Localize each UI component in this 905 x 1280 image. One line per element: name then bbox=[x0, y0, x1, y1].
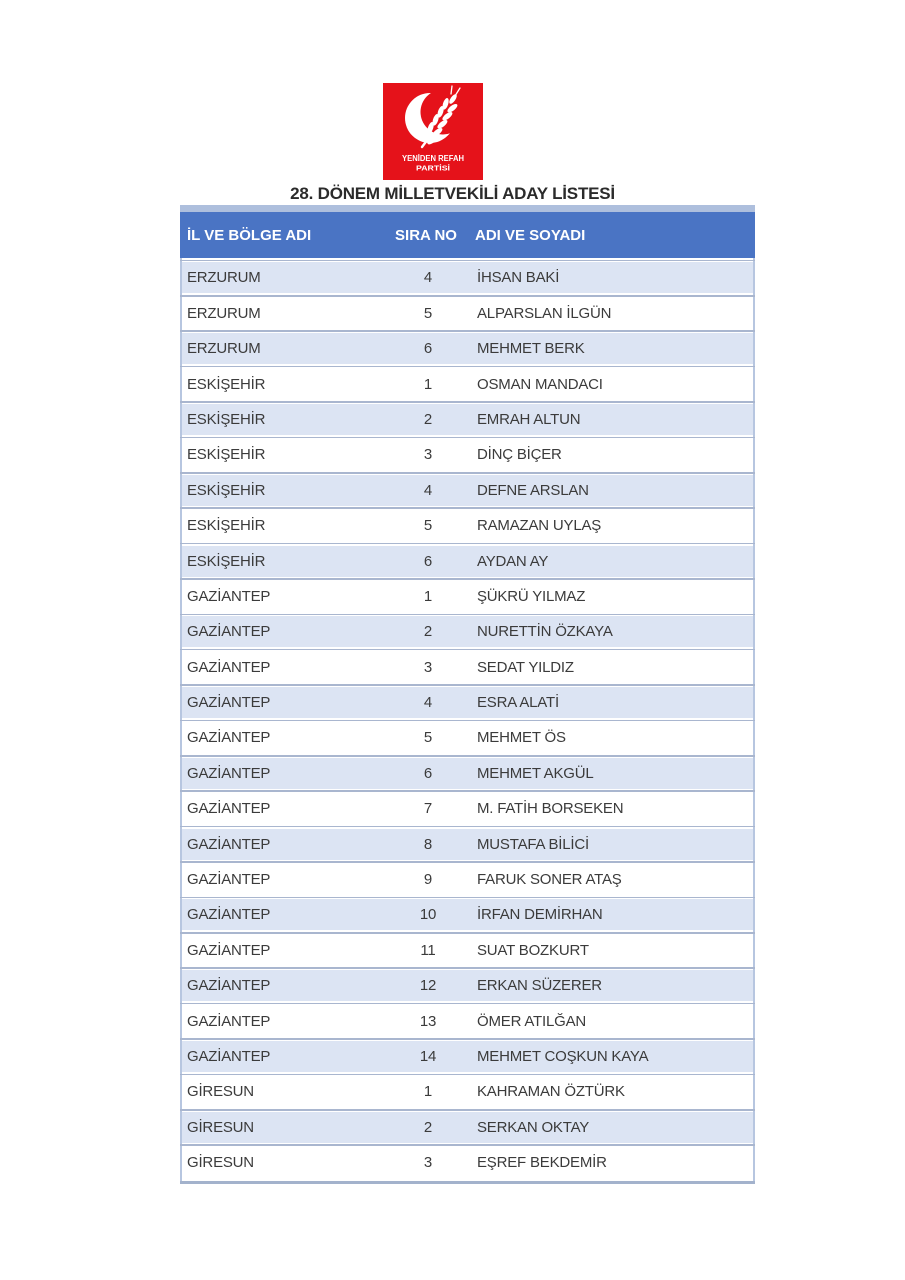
cell-name: ERKAN SÜZERER bbox=[477, 977, 602, 995]
cell-name: DEFNE ARSLAN bbox=[477, 481, 589, 499]
cell-sira-no: 5 bbox=[423, 517, 433, 535]
table-row bbox=[182, 546, 753, 577]
cell-name: ÖMER ATILĞAN bbox=[477, 1012, 587, 1030]
cell-sira-no: 2 bbox=[423, 410, 433, 428]
cell-name: İHSAN BAKİ bbox=[477, 269, 560, 287]
table-row bbox=[182, 581, 753, 612]
cell-sira-no: 6 bbox=[423, 552, 433, 570]
cell-province: GAZİANTEP bbox=[187, 729, 271, 747]
cell-province: GAZİANTEP bbox=[187, 906, 271, 924]
cell-name: MEHMET BERK bbox=[477, 340, 585, 358]
cell-province: ESKİŞEHİR bbox=[187, 517, 266, 535]
cell-sira-no: 3 bbox=[423, 658, 433, 676]
cell-province: ESKİŞEHİR bbox=[187, 375, 266, 393]
cell-province: GAZİANTEP bbox=[187, 1012, 271, 1030]
cell-sira-no: 1 bbox=[423, 375, 433, 393]
cell-sira-no: 1 bbox=[423, 1083, 433, 1101]
cell-sira-no: 4 bbox=[423, 694, 433, 712]
cell-province: GİRESUN bbox=[187, 1083, 254, 1101]
cell-province: ESKİŞEHİR bbox=[187, 481, 266, 499]
cell-name: KAHRAMAN ÖZTÜRK bbox=[477, 1083, 625, 1101]
cell-sira-no: 5 bbox=[423, 729, 433, 747]
table-row bbox=[182, 439, 753, 470]
cell-province: GAZİANTEP bbox=[187, 658, 271, 676]
cell-name: MEHMET COŞKUN KAYA bbox=[477, 1047, 649, 1065]
cell-sira-no: 9 bbox=[423, 871, 433, 889]
cell-sira-no: 13 bbox=[419, 1012, 437, 1030]
table-row bbox=[182, 510, 753, 541]
cell-province: GAZİANTEP bbox=[187, 871, 271, 889]
cell-name: MUSTAFA BİLİCİ bbox=[477, 835, 589, 853]
cell-province: GİRESUN bbox=[187, 1154, 254, 1172]
table-row bbox=[182, 864, 753, 895]
party-logo bbox=[383, 83, 483, 180]
table-body bbox=[182, 262, 753, 1178]
cell-name: ALPARSLAN İLGÜN bbox=[477, 304, 612, 322]
table-top-border bbox=[180, 205, 755, 212]
cell-name: SEDAT YILDIZ bbox=[477, 658, 574, 676]
cell-province: ESKİŞEHİR bbox=[187, 552, 266, 570]
cell-name: EMRAH ALTUN bbox=[477, 410, 581, 428]
candidate-table bbox=[180, 205, 755, 1184]
table-row bbox=[182, 652, 753, 683]
cell-sira-no: 10 bbox=[419, 906, 437, 924]
table-row bbox=[182, 333, 753, 364]
cell-sira-no: 5 bbox=[423, 304, 433, 322]
cell-sira-no: 2 bbox=[423, 1118, 433, 1136]
cell-sira-no: 7 bbox=[423, 800, 433, 818]
cell-province: GAZİANTEP bbox=[187, 1047, 271, 1065]
cell-name: İRFAN DEMİRHAN bbox=[477, 906, 603, 924]
cell-province: GAZİANTEP bbox=[187, 764, 271, 782]
cell-name: M. FATİH BORSEKEN bbox=[477, 800, 624, 818]
cell-name: ESRA ALATİ bbox=[477, 694, 559, 712]
column-header-sira-no: SIRA NO bbox=[395, 226, 457, 244]
cell-sira-no: 11 bbox=[420, 941, 436, 959]
table-row bbox=[182, 758, 753, 789]
cell-sira-no: 1 bbox=[423, 587, 433, 605]
party-name-line2: PARTİSİ bbox=[416, 163, 450, 173]
table-row bbox=[182, 899, 753, 930]
table-row bbox=[182, 1041, 753, 1072]
cell-sira-no: 2 bbox=[423, 623, 433, 641]
cell-province: ESKİŞEHİR bbox=[187, 410, 266, 428]
table-row bbox=[182, 793, 753, 824]
cell-name: AYDAN AY bbox=[477, 552, 549, 570]
cell-province: GAZİANTEP bbox=[187, 941, 271, 959]
cell-province: ERZURUM bbox=[187, 304, 261, 322]
party-name-line1: YENİDEN REFAH bbox=[402, 154, 465, 163]
cell-name: ŞÜKRÜ YILMAZ bbox=[477, 587, 586, 605]
table-bottom-border bbox=[180, 1181, 755, 1184]
cell-name: RAMAZAN UYLAŞ bbox=[477, 517, 602, 535]
table-header-row bbox=[180, 212, 755, 258]
cell-sira-no: 12 bbox=[419, 977, 437, 995]
cell-name: EŞREF BEKDEMİR bbox=[477, 1154, 607, 1172]
crescent-wheat-icon bbox=[383, 83, 483, 180]
table-row bbox=[182, 935, 753, 966]
table-row bbox=[182, 970, 753, 1001]
cell-name: MEHMET ÖS bbox=[477, 729, 566, 747]
table-row bbox=[182, 687, 753, 718]
table-row bbox=[182, 298, 753, 329]
cell-name: SERKAN OKTAY bbox=[477, 1118, 590, 1136]
cell-province: GAZİANTEP bbox=[187, 835, 271, 853]
table-row bbox=[182, 369, 753, 400]
table-row bbox=[182, 1006, 753, 1037]
cell-province: GAZİANTEP bbox=[187, 623, 271, 641]
column-header-name: ADI VE SOYADI bbox=[475, 226, 586, 244]
table-row bbox=[182, 829, 753, 860]
cell-name: NURETTİN ÖZKAYA bbox=[477, 623, 613, 641]
cell-name: FARUK SONER ATAŞ bbox=[477, 871, 622, 889]
cell-name: OSMAN MANDACI bbox=[477, 375, 603, 393]
cell-province: ERZURUM bbox=[187, 340, 261, 358]
cell-province: GAZİANTEP bbox=[187, 800, 271, 818]
table-row bbox=[182, 722, 753, 753]
column-header-province: İL VE BÖLGE ADI bbox=[187, 226, 312, 244]
cell-sira-no: 8 bbox=[423, 835, 433, 853]
table-row bbox=[182, 1147, 753, 1178]
table-row bbox=[182, 1076, 753, 1107]
cell-province: ERZURUM bbox=[187, 269, 261, 287]
cell-sira-no: 4 bbox=[423, 481, 433, 499]
page-title: 28. DÖNEM MİLLETVEKİLİ ADAY LİSTESİ bbox=[290, 184, 615, 203]
cell-name: DİNÇ BİÇER bbox=[477, 446, 562, 464]
cell-sira-no: 14 bbox=[419, 1047, 437, 1065]
table-row bbox=[182, 262, 753, 293]
cell-name: MEHMET AKGÜL bbox=[477, 764, 594, 782]
table-row bbox=[182, 404, 753, 435]
cell-province: GAZİANTEP bbox=[187, 977, 271, 995]
cell-province: GAZİANTEP bbox=[187, 587, 271, 605]
cell-province: ESKİŞEHİR bbox=[187, 446, 266, 464]
cell-sira-no: 3 bbox=[423, 1154, 433, 1172]
table-row bbox=[182, 616, 753, 647]
cell-sira-no: 6 bbox=[423, 340, 433, 358]
table-row bbox=[182, 1112, 753, 1143]
cell-sira-no: 3 bbox=[423, 446, 433, 464]
cell-name: SUAT BOZKURT bbox=[477, 941, 589, 959]
cell-province: GAZİANTEP bbox=[187, 694, 271, 712]
cell-province: GİRESUN bbox=[187, 1118, 254, 1136]
table-row bbox=[182, 475, 753, 506]
cell-sira-no: 6 bbox=[423, 764, 433, 782]
cell-sira-no: 4 bbox=[423, 269, 433, 287]
